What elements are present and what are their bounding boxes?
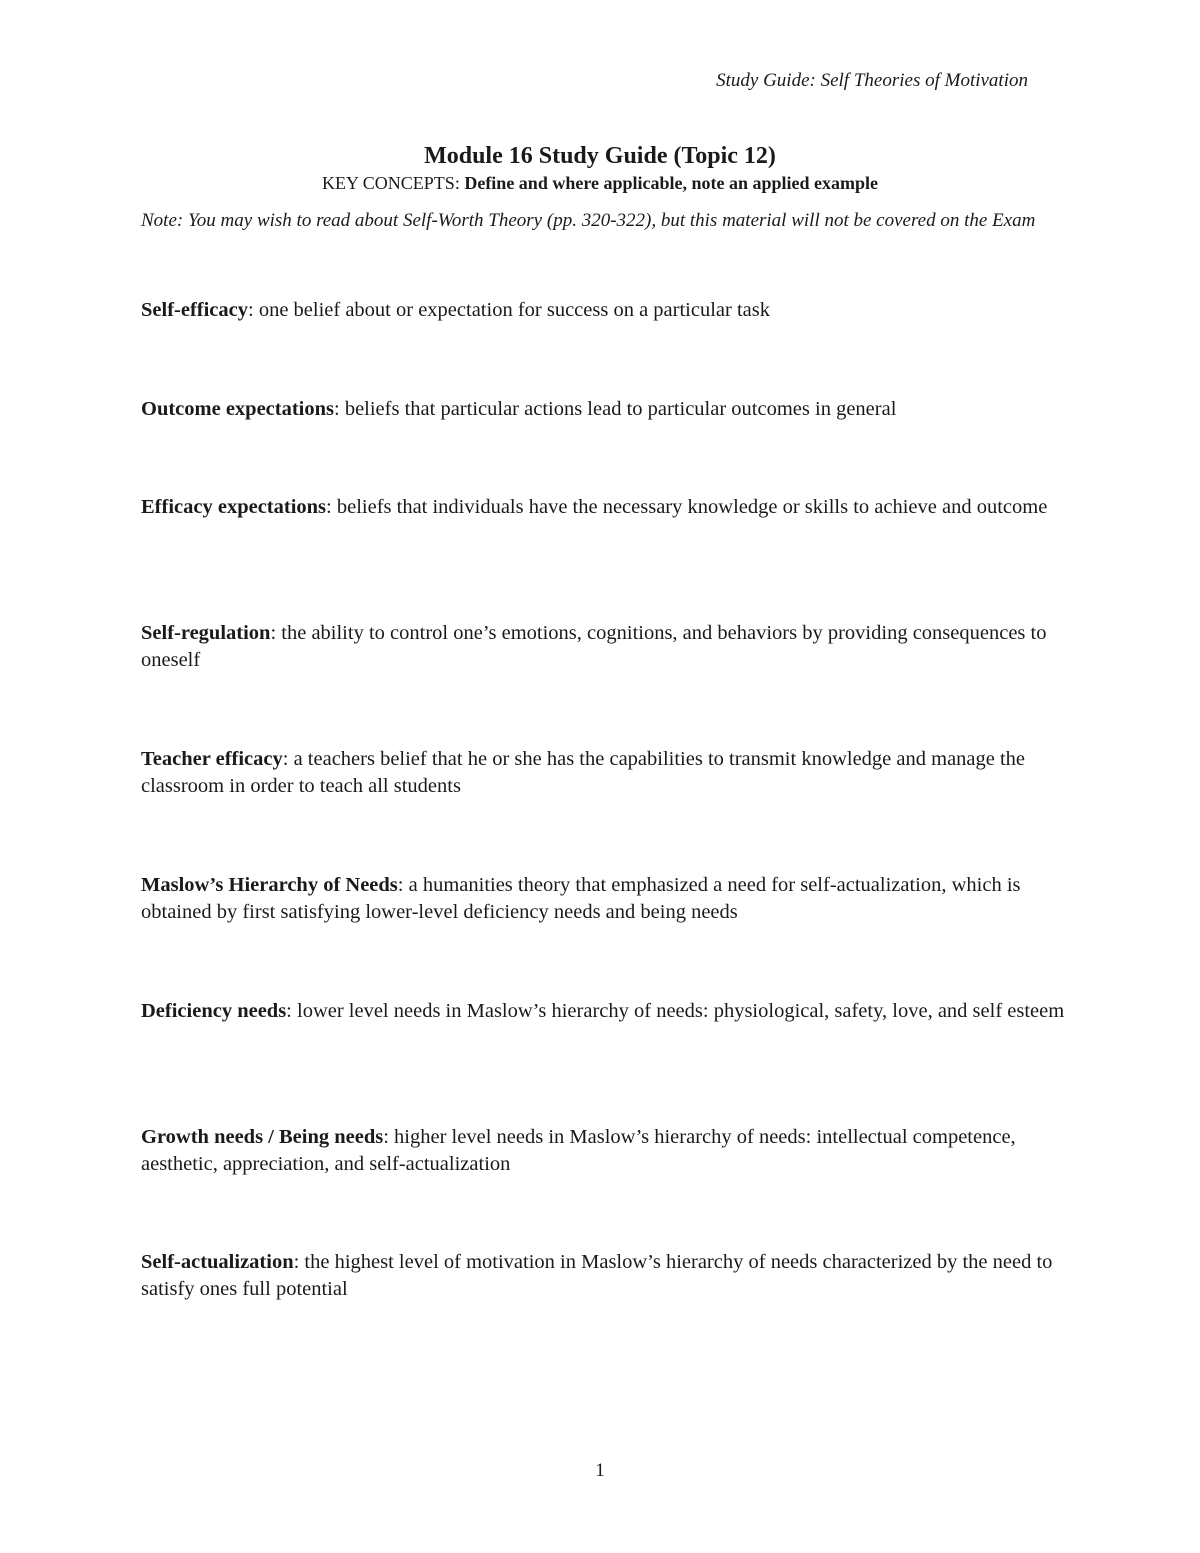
concept-term: Deficiency needs xyxy=(141,1000,287,1022)
concept-definition: : higher level needs in Maslow’s hierarchy of needs: intellectual competence, aesthetic, appreciation, and self-actualization xyxy=(141,1126,1016,1175)
concept-term: Self-actualization xyxy=(141,1251,294,1273)
subtitle-lead: KEY CONCEPTS: xyxy=(321,173,465,193)
concept-definition: : a teachers belief that he or she has the capabilities to transmit knowledge and manage the classroom in order to teach all students xyxy=(141,748,1026,797)
document-title: Module 16 Study Guide (Topic 12) xyxy=(424,143,776,169)
concept-entry-self-actualization xyxy=(141,1249,1071,1303)
concept-term: Self-regulation xyxy=(141,622,271,644)
concept-definition: : lower level needs in Maslow’s hierarchy of needs: physiological, safety, love, and self esteem xyxy=(286,1000,1065,1022)
concept-term: Teacher efficacy xyxy=(141,748,283,770)
page-number: 1 xyxy=(595,1460,605,1481)
concept-entry-self-regulation xyxy=(141,620,1071,674)
concept-entry-maslows-hierarchy xyxy=(141,872,1071,926)
concept-term: Self-efficacy xyxy=(141,299,248,321)
concept-entry-teacher-efficacy xyxy=(141,746,1071,800)
concept-term: Maslow’s Hierarchy of Needs xyxy=(141,874,398,896)
concept-definition: : the ability to control one’s emotions, cognitions, and behaviors by providing consequences to oneself xyxy=(141,622,1047,671)
document-subtitle xyxy=(0,173,1200,194)
concept-entry-self-efficacy xyxy=(141,297,1071,324)
concept-term: Outcome expectations xyxy=(141,398,334,420)
concept-term: Growth needs / Being needs xyxy=(141,1126,384,1148)
running-header: Study Guide: Self Theories of Motivation xyxy=(716,70,1028,91)
concept-term: Efficacy expectations xyxy=(141,496,327,518)
subtitle-instruction: Define and where applicable, note an applied example xyxy=(464,173,879,193)
exam-note: Note: You may wish to read about Self-Worth Theory (pp. 320-322), but this material will not be covered on the Exam xyxy=(141,210,1036,231)
concept-definition: : the highest level of motivation in Maslow’s hierarchy of needs characterized by the need to satisfy ones full potential xyxy=(141,1251,1053,1300)
concept-definition: : a humanities theory that emphasized a need for self-actualization, which is obtained by first satisfying lower-level deficiency needs and being needs xyxy=(141,874,1021,923)
concept-entry-growth-needs xyxy=(141,1124,1071,1178)
concept-entry-outcome-expectations xyxy=(141,396,1071,423)
concept-definition: : one belief about or expectation for success on a particular task xyxy=(248,299,770,321)
concept-entry-deficiency-needs xyxy=(141,998,1071,1025)
concept-definition: : beliefs that particular actions lead to particular outcomes in general xyxy=(334,398,897,420)
concept-definition: : beliefs that individuals have the necessary knowledge or skills to achieve and outcome xyxy=(326,496,1048,518)
concept-entry-efficacy-expectations xyxy=(141,494,1071,521)
